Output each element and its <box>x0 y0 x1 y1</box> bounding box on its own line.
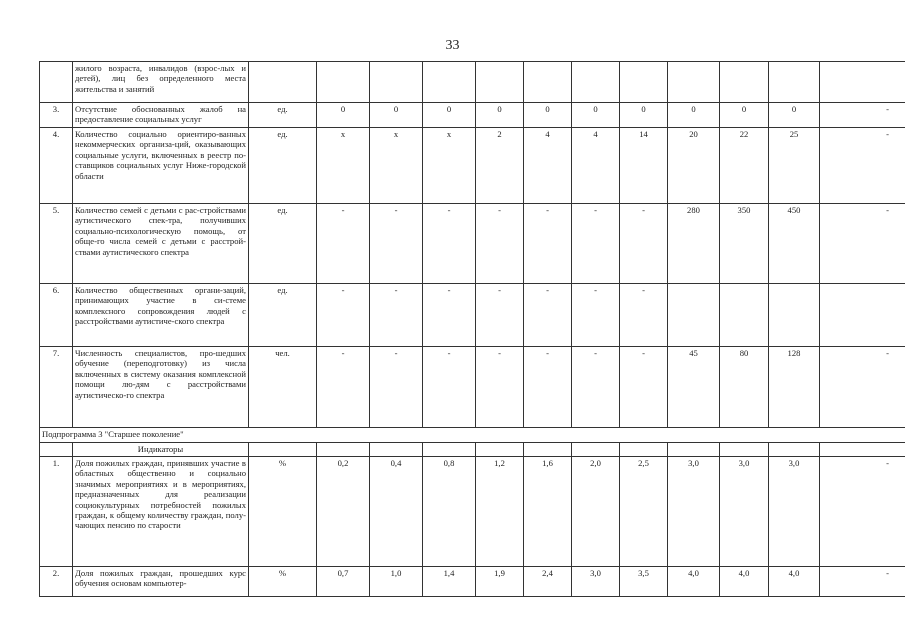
indicator-description: Доля пожилых граждан, принявших участие в областных общественно и социально значимых мероприятиях и в мероприятиях, предназначенных для реализации социокультурных потребностей пожилых граждан, к общему количеству граждан, полу-чающих пенсию по старости <box>73 457 249 567</box>
value-cell: 4,0 <box>668 567 720 597</box>
row-number <box>40 62 73 103</box>
table-row <box>40 457 905 567</box>
value-cell: - <box>620 347 668 428</box>
value-cell <box>476 62 524 103</box>
indicator-description: жилого возраста, инвалидов (взрос-лых и детей), лиц без определенного места жительства и занятий <box>73 62 249 103</box>
table-row <box>40 103 905 128</box>
empty-cell <box>769 443 820 457</box>
subprogram-row <box>40 428 905 443</box>
value-cell: x <box>317 128 370 204</box>
value-cell: 22 <box>720 128 769 204</box>
value-cell: - <box>423 284 476 347</box>
value-cell: 4 <box>572 128 620 204</box>
value-cell: 128 <box>769 347 820 428</box>
value-cell: - <box>317 347 370 428</box>
unit-cell: ед. <box>249 284 317 347</box>
value-cell: - <box>820 103 905 128</box>
value-cell <box>820 284 905 347</box>
value-cell: 0 <box>720 103 769 128</box>
value-cell: 0 <box>476 103 524 128</box>
empty-cell <box>249 443 317 457</box>
value-cell: 4,0 <box>720 567 769 597</box>
value-cell: 3,5 <box>620 567 668 597</box>
empty-cell <box>423 443 476 457</box>
empty-cell <box>720 443 769 457</box>
value-cell: - <box>423 347 476 428</box>
value-cell: 25 <box>769 128 820 204</box>
value-cell: - <box>476 284 524 347</box>
value-cell: - <box>370 204 423 284</box>
unit-cell: ед. <box>249 103 317 128</box>
unit-cell: % <box>249 567 317 597</box>
table-row <box>40 284 905 347</box>
indicators-row <box>40 443 905 457</box>
value-cell <box>317 62 370 103</box>
value-cell: - <box>524 204 572 284</box>
value-cell: 0 <box>668 103 720 128</box>
value-cell <box>620 62 668 103</box>
value-cell: - <box>317 204 370 284</box>
empty-cell <box>524 443 572 457</box>
value-cell: 0,2 <box>317 457 370 567</box>
value-cell: 0 <box>769 103 820 128</box>
value-cell: - <box>820 567 905 597</box>
indicator-description: Отсутствие обоснованных жалоб на предоставление социальных услуг <box>73 103 249 128</box>
value-cell: 2 <box>476 128 524 204</box>
value-cell: x <box>370 128 423 204</box>
value-cell <box>769 284 820 347</box>
row-number: 1. <box>40 457 73 567</box>
value-cell: 0 <box>524 103 572 128</box>
unit-cell: ед. <box>249 204 317 284</box>
table-row <box>40 62 905 103</box>
value-cell: - <box>572 347 620 428</box>
value-cell <box>668 284 720 347</box>
value-cell: 1,6 <box>524 457 572 567</box>
empty-cell <box>668 443 720 457</box>
value-cell: 0 <box>572 103 620 128</box>
value-cell <box>668 62 720 103</box>
value-cell <box>524 62 572 103</box>
value-cell: 280 <box>668 204 720 284</box>
value-cell: - <box>620 204 668 284</box>
unit-cell: % <box>249 457 317 567</box>
row-number: 2. <box>40 567 73 597</box>
empty-cell <box>572 443 620 457</box>
value-cell: 14 <box>620 128 668 204</box>
value-cell: 0 <box>370 103 423 128</box>
value-cell: x <box>423 128 476 204</box>
value-cell: - <box>423 204 476 284</box>
subprogram-title: Подпрограмма 3 "Старшее поколение" <box>40 428 905 443</box>
empty-cell <box>620 443 668 457</box>
value-cell: - <box>476 347 524 428</box>
value-cell: 3,0 <box>668 457 720 567</box>
value-cell: 350 <box>720 204 769 284</box>
value-cell: 3,0 <box>720 457 769 567</box>
value-cell <box>572 62 620 103</box>
empty-cell <box>476 443 524 457</box>
value-cell: 0,4 <box>370 457 423 567</box>
value-cell: 1,2 <box>476 457 524 567</box>
value-cell: 450 <box>769 204 820 284</box>
table-row <box>40 128 905 204</box>
unit-cell: чел. <box>249 347 317 428</box>
value-cell: 1,4 <box>423 567 476 597</box>
value-cell: 4,0 <box>769 567 820 597</box>
value-cell <box>720 284 769 347</box>
page-number: 33 <box>445 38 460 53</box>
value-cell: - <box>524 347 572 428</box>
value-cell: - <box>476 204 524 284</box>
indicator-description: Количество социально ориентиро-ванных некоммерческих организа-ций, оказывающих социальные услуги, включенных в реестр по-ставщиков социальных услуг Ниже-городской области <box>73 128 249 204</box>
value-cell: 20 <box>668 128 720 204</box>
row-number: 4. <box>40 128 73 204</box>
indicator-description: Количество семей с детьми с рас-стройствами аутистического спек-тра, получивших социально-психологическую помощь, от обще-го числа семей с детьми с расстрой-ствами аутистического спектра <box>73 204 249 284</box>
indicator-description: Доля пожилых граждан, прошедших курс обучения основам компьютер- <box>73 567 249 597</box>
value-cell: - <box>820 347 905 428</box>
value-cell: 2,5 <box>620 457 668 567</box>
unit-cell <box>249 62 317 103</box>
value-cell: 45 <box>668 347 720 428</box>
value-cell <box>769 62 820 103</box>
value-cell: - <box>572 284 620 347</box>
value-cell: - <box>317 284 370 347</box>
value-cell: 80 <box>720 347 769 428</box>
value-cell: - <box>820 204 905 284</box>
value-cell: 0 <box>317 103 370 128</box>
value-cell: 1,0 <box>370 567 423 597</box>
indicator-description: Численность специалистов, про-шедших обучение (переподготовку) из числа включенных в систему оказания комплексной помощи лю-дям с расстройствами аутистическо-го спектра <box>73 347 249 428</box>
row-number: 6. <box>40 284 73 347</box>
indicator-description: Количество общественных органи-заций, принимающих участие в си-стеме комплексного сопровождения людей с расстройствами аутистиче-ского спектра <box>73 284 249 347</box>
value-cell: - <box>524 284 572 347</box>
value-cell: 1,9 <box>476 567 524 597</box>
row-number: 3. <box>40 103 73 128</box>
value-cell <box>423 62 476 103</box>
indicators-table <box>39 61 905 597</box>
indicators-label: Индикаторы <box>73 443 249 457</box>
value-cell: - <box>572 204 620 284</box>
table-row <box>40 204 905 284</box>
value-cell: 0 <box>423 103 476 128</box>
empty-cell <box>820 443 905 457</box>
value-cell: - <box>370 284 423 347</box>
row-number: 7. <box>40 347 73 428</box>
empty-cell <box>370 443 423 457</box>
unit-cell: ед. <box>249 128 317 204</box>
value-cell: 2,0 <box>572 457 620 567</box>
value-cell <box>370 62 423 103</box>
value-cell: - <box>620 284 668 347</box>
value-cell: - <box>820 457 905 567</box>
empty-cell <box>40 443 73 457</box>
value-cell: - <box>820 128 905 204</box>
value-cell: 3,0 <box>769 457 820 567</box>
table-row <box>40 567 905 597</box>
value-cell: 0,8 <box>423 457 476 567</box>
value-cell: 4 <box>524 128 572 204</box>
value-cell: 0 <box>620 103 668 128</box>
value-cell: 3,0 <box>572 567 620 597</box>
value-cell: - <box>370 347 423 428</box>
value-cell <box>720 62 769 103</box>
value-cell: 2,4 <box>524 567 572 597</box>
empty-cell <box>317 443 370 457</box>
table-row <box>40 347 905 428</box>
row-number: 5. <box>40 204 73 284</box>
value-cell <box>820 62 905 103</box>
value-cell: 0,7 <box>317 567 370 597</box>
